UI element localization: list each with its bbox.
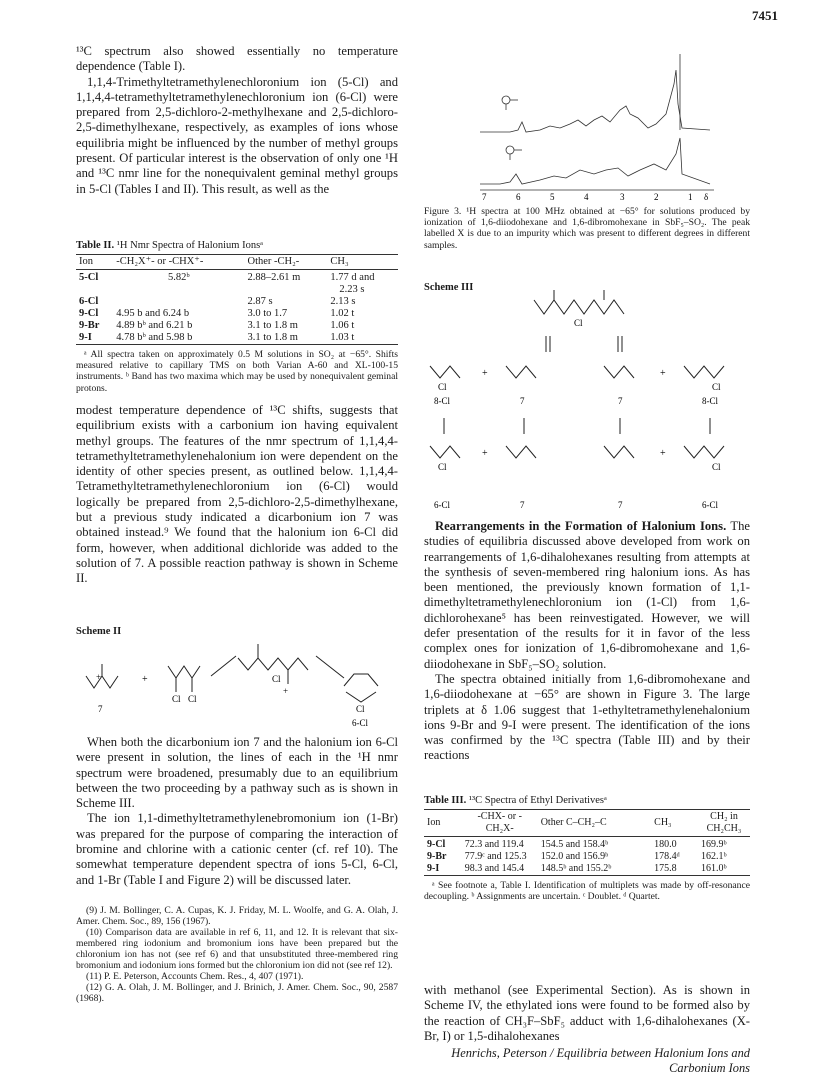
table-cell: 9-Cl — [79, 308, 99, 319]
table-row — [424, 851, 750, 863]
table-cell: 175.8 — [654, 863, 677, 874]
table-cell — [76, 284, 113, 296]
scheme-2-chain — [86, 676, 118, 688]
figure-3-axis-label: 5 — [550, 192, 555, 202]
left-paragraph-3: modest temperature dependence of ¹³C shifts, suggests that equilibrium exists with a carbonium ion having equivalent methyl groups. The features of the nmr spectrum of 1,1,4,4-tetramethyltetramethylenehalonium ion were dependent on the identity of other species present, as outlined below. 1,1,4,4-Tetramethyltetramethylenechloronium ion (6-Cl) would logically be prepared from 2,5-dichloro-2,5-dimethylhexane, but a previous study indicated a dicarbonium ion 7 was obtained instead.⁹ We found that the halonium ion 6-Cl did form, however, when additional dichloride was added to the solution of 7. A possible reaction pathway is shown in Scheme II. — [76, 403, 398, 586]
scheme-3-plus: + — [660, 448, 666, 459]
table-cell: 3.0 to 1.7 — [247, 308, 288, 319]
reference-item: (10) Comparison data are available in ref 6, 11, and 12. It is relevant that six-membered ring iodonium and bromonium ions have been prepared but the chloronium ion has not (see ref 6) and that unsubstituted three-membered ring bromonium and iodonium ions formed but the chloronium ion did not (see ref 12). — [76, 927, 398, 971]
table-row — [76, 320, 398, 332]
table-2-footnote: ᵃ All spectra taken on approximately 0.5 M solutions in SO₂ at −65°. Shifts measured relative to capillary TMS on both Varian A-60 and XL-100-15 instruments. ᵇ Band has two maxima which may be used by nonequivalent geminal protons. — [76, 349, 398, 394]
figure-3-axis-label: 6 — [516, 192, 521, 202]
running-footer: Henrichs, Peterson / Equilibria between Halonium Ions and Carbonium Ions — [451, 1046, 750, 1075]
scheme-3-chain — [604, 366, 634, 378]
scheme-2-chain — [344, 674, 378, 686]
table-2-header: Ion — [76, 255, 113, 270]
table-cell: 2.13 s — [330, 296, 356, 307]
scheme-3-chain — [684, 446, 724, 458]
scheme-3-cl: Cl — [712, 382, 721, 392]
table-cell: 180.0 — [654, 839, 677, 850]
table-cell: 1.03 t — [330, 332, 355, 343]
table-3-footnote: ᵃ See footnote a, Table I. Identification of multiplets was made by off-resonance decoupling. ᵇ Assignments are uncertain. ᶜ Doublet. ᵈ Quartet. — [424, 880, 750, 903]
reference-item: (9) J. M. Bollinger, C. A. Cupas, K. J. Friday, M. L. Woolfe, and G. A. Olah, J. Amer. Chem. Soc., 89, 156 (1967). — [76, 905, 398, 927]
left-paragraph-4: When both the dicarbonium ion 7 and the halonium ion 6-Cl were present in solution, the lines of each in the ¹H nmr spectrum were broadened, presumably due to an equilibrium between the two proceeding by a pathway such as is shown in Scheme III. — [76, 735, 398, 811]
table-row — [76, 296, 398, 308]
table-3-header: CH₂ in CH₂CH₃ — [698, 810, 750, 837]
table-cell: 161.0ᵇ — [701, 863, 727, 874]
right-paragraph-1-text: The studies of equilibria discussed above developed from work on rearrangements of 1,6-dihalohexanes resulting from attempts at the synthesis of seven-membered ring halonium ions. As has been mentioned, the previously known formation of 1,1-dimethyltetramethylenechloronium ion (1-Cl) from 1,6-dichlorohexane⁵ has been reinvestigated. However, we will defer presentation of the results for it in favor of the less complex ones for ionization of 1,6-dibromohexane and 1,6-diiodohexane in SbF₅–SO₂ solution. — [424, 519, 751, 671]
scheme-3-chain — [684, 366, 724, 378]
left-paragraph-1: ¹³C spectrum also showed essentially no temperature dependence (Table I). — [76, 44, 398, 74]
table-2-header: Other -CH₂- — [245, 255, 328, 270]
scheme-3-cl: Cl — [438, 462, 447, 472]
table-cell: 3.1 to 1.8 m — [247, 320, 298, 331]
scheme-2-arrow — [211, 656, 236, 676]
table-cell — [245, 284, 328, 296]
table-cell: 1.06 t — [330, 320, 355, 331]
left-column — [76, 44, 398, 197]
scheme-3-ion-label: 7 — [618, 500, 623, 510]
scheme-2-plus: + — [96, 672, 102, 682]
figure-3-axis-label: δ — [704, 192, 709, 202]
scheme-3-cl: Cl — [438, 382, 447, 392]
scheme-3-plus: + — [482, 368, 488, 379]
left-paragraph-2: 1,1,4-Trimethyltetramethylenechloronium ion (5-Cl) and 1,1,4,4-tetramethyltetramethylenechloronium ion (6-Cl) were prepared from 2,5-dichloro-2-methylhexane and 2,5-dichloro-2,5-dimethylhexane, respectively, as examples of ions whose equilibria might be influenced by the number of methyl groups present. Of particular interest is the observation of only one ¹H and ¹³C nmr line for the nonequivalent geminal methyl groups in 5-Cl (Tables I and II). This result, as well as the — [76, 74, 398, 196]
table-3-caption: ¹³C Spectra of Ethyl Derivativesᵃ — [468, 795, 607, 806]
table-cell — [113, 296, 244, 308]
table-3-header: -CHX- or -CH₂X- — [462, 810, 538, 837]
scheme-3-ion-label: 7 — [520, 396, 525, 406]
right-column-lower — [424, 983, 750, 1044]
table-3-header: Ion — [424, 810, 462, 837]
table-cell: 4.89 bᵇ and 6.21 b — [116, 320, 193, 331]
table-cell: 1.02 t — [330, 308, 355, 319]
scheme-3-chain — [506, 366, 536, 378]
scheme-2-arrow — [316, 656, 344, 678]
section-heading: Rearrangements in the Formation of Halonium Ions. — [435, 519, 727, 533]
figure-3-marker — [506, 146, 514, 154]
table-cell: 77.9ᶜ and 125.3 — [464, 851, 527, 862]
table-3-title — [424, 795, 750, 806]
scheme-3-diagram — [424, 288, 750, 518]
table-2 — [76, 240, 398, 394]
scheme-3-label: Scheme III — [424, 282, 474, 293]
table-row — [424, 837, 750, 852]
scheme-3-chain — [430, 446, 460, 458]
scheme-2-label: Scheme II — [76, 626, 122, 637]
scheme-3-ion-label: 7 — [618, 396, 623, 406]
right-paragraph-2: The spectra obtained initially from 1,6-dibromohexane and 1,6-diiodohexane at −65° are shown in Figure 3. The large triplets at δ 1.06 suggest that 1-ethyltetramethylenehalonium ions 9-Br and 9-I were present. The identification of the ions was confirmed by the ¹³C spectra (Table III) and by their reactions — [424, 671, 750, 763]
figure-3-caption: Figure 3. ¹H spectra at 100 MHz obtained at −65° for solutions produced by ionization of 1,6-diiodohexane and 1,6-dibromohexane in SbF₅–SO₂. The peak labelled X is due to an impurity which was present to different degrees in different samples. — [424, 206, 750, 251]
scheme-3-plus: + — [660, 368, 666, 379]
table-2-title — [76, 240, 398, 251]
reference-item: (12) G. A. Olah, J. M. Bollinger, and J. Brinich, J. Amer. Chem. Soc., 90, 2587 (1968). — [76, 982, 398, 1004]
scheme-2-plus: + — [142, 674, 148, 685]
scheme-3-cl: Cl — [712, 462, 721, 472]
table-3-header: CH₃ — [651, 810, 698, 837]
table-row — [76, 332, 398, 345]
right-paragraph-1 — [424, 519, 750, 672]
table-row — [76, 308, 398, 320]
scheme-2-plus: + — [283, 686, 289, 696]
references — [76, 905, 398, 1004]
table-cell: 178.4ᵈ — [654, 851, 680, 862]
page-number: 7451 — [752, 8, 778, 23]
figure-3-axis-label: 4 — [584, 192, 589, 202]
scheme-2-cl: Cl — [272, 674, 281, 684]
table-row — [76, 284, 398, 296]
table-cell: 152.0 and 156.9ᵇ — [540, 851, 609, 862]
right-column — [424, 519, 750, 764]
scheme-3-chain — [430, 366, 460, 378]
table-cell: 148.5ᵇ and 155.2ᵇ — [540, 863, 612, 874]
table-cell: 9-Br — [427, 851, 447, 862]
table-2-grid — [76, 254, 398, 345]
scheme-2-ring — [346, 692, 376, 702]
table-cell: 162.1ᵇ — [701, 851, 727, 862]
scheme-3-plus: + — [482, 448, 488, 459]
scheme-3-chain — [604, 446, 634, 458]
left-column-lower — [76, 735, 398, 888]
table-cell: 2.23 s — [339, 284, 365, 295]
scheme-2-cl: Cl — [188, 694, 197, 704]
table-cell: 5.82ᵇ — [168, 272, 190, 283]
table-2-header: -CH₂X⁺- or -CHX⁺- — [113, 255, 244, 270]
table-cell: 4.95 b and 6.24 b — [116, 308, 190, 319]
table-2-caption: ¹H Nmr Spectra of Halonium Ionsᵃ — [116, 240, 264, 251]
table-cell: 5-Cl — [79, 272, 99, 283]
scheme-2-diagram — [76, 636, 398, 732]
figure-3-axis-label: 2 — [654, 192, 659, 202]
table-cell: 6-Cl — [79, 296, 99, 307]
figure-3-axis-label: 3 — [620, 192, 625, 202]
table-2-header: CH₃ — [327, 255, 398, 270]
left-paragraph-5: The ion 1,1-dimethyltetramethylenebromonium ion (1-Br) was prepared for the purpose of comparing the interaction of bromine and chlorine with a cationic center (cf. ref 10). The somewhat temperature dependent spectra of ions 5-Cl, 6-Cl, and 1-Br (Table I and Figure 2) will be discussed later. — [76, 811, 398, 887]
left-column-continued — [76, 403, 398, 587]
table-cell: 9-Cl — [427, 839, 446, 850]
scheme-2-chain — [238, 658, 308, 670]
table-cell: 9-Br — [79, 320, 100, 331]
figure-3-upper-trace — [480, 70, 710, 132]
scheme-3-chain — [506, 446, 536, 458]
table-cell: 2.88–2.61 m — [247, 272, 301, 283]
scheme-3-ion-label: 6-Cl — [434, 500, 451, 510]
scheme-2-chain — [168, 666, 200, 678]
table-cell: 1.77 d and — [330, 272, 375, 283]
scheme-3-chain — [534, 300, 624, 314]
table-row — [76, 270, 398, 285]
figure-3-marker — [502, 96, 510, 104]
table-cell: 98.3 and 145.4 — [464, 863, 525, 874]
table-cell — [113, 284, 244, 296]
scheme-3-ion-label: 7 — [520, 500, 525, 510]
scheme-2-cl: Cl — [172, 694, 181, 704]
table-2-label: Table II. — [76, 240, 115, 251]
table-3-header: Other C–CH₂–C — [538, 810, 651, 837]
table-cell: 154.5 and 158.4ᵇ — [540, 839, 609, 850]
ion-label-6cl: 6-Cl — [352, 718, 369, 728]
table-3 — [424, 795, 750, 902]
table-cell: 9-I — [79, 332, 92, 343]
figure-3-lower-trace — [480, 138, 710, 184]
figure-3-axis-label: 7 — [482, 192, 487, 202]
table-cell: 2.87 s — [247, 296, 273, 307]
table-cell: 72.3 and 119.4 — [464, 839, 524, 850]
table-cell: 4.78 bᵇ and 5.98 b — [116, 332, 193, 343]
scheme-3-ion-label: 8-Cl — [702, 396, 719, 406]
scheme-2-cl: Cl — [356, 704, 365, 714]
reference-item: (11) P. E. Peterson, Accounts Chem. Res., 4, 407 (1971). — [86, 971, 304, 982]
scheme-3-ion-label: 6-Cl — [702, 500, 719, 510]
figure-3-axis-label: 1 — [688, 192, 693, 202]
right-paragraph-3: with methanol (see Experimental Section). As is shown in Scheme IV, the ethylated ions were found to be formed also by the reaction of CH₃F–SbF₅ adduct with 1,6-dihalohexanes (X-Br, I) or 1,5-dihalohexanes — [424, 983, 750, 1043]
table-cell: 9-I — [427, 863, 440, 874]
scheme-3-cl: Cl — [574, 318, 583, 328]
table-3-label: Table III. — [424, 795, 467, 806]
table-cell: 169.9ᵇ — [701, 839, 727, 850]
ion-label-7: 7 — [98, 704, 103, 714]
table-row — [424, 863, 750, 876]
scheme-3-ion-label: 8-Cl — [434, 396, 451, 406]
table-cell: 3.1 to 1.8 m — [247, 332, 298, 343]
table-3-grid — [424, 809, 750, 876]
figure-3-spectra — [470, 44, 720, 204]
